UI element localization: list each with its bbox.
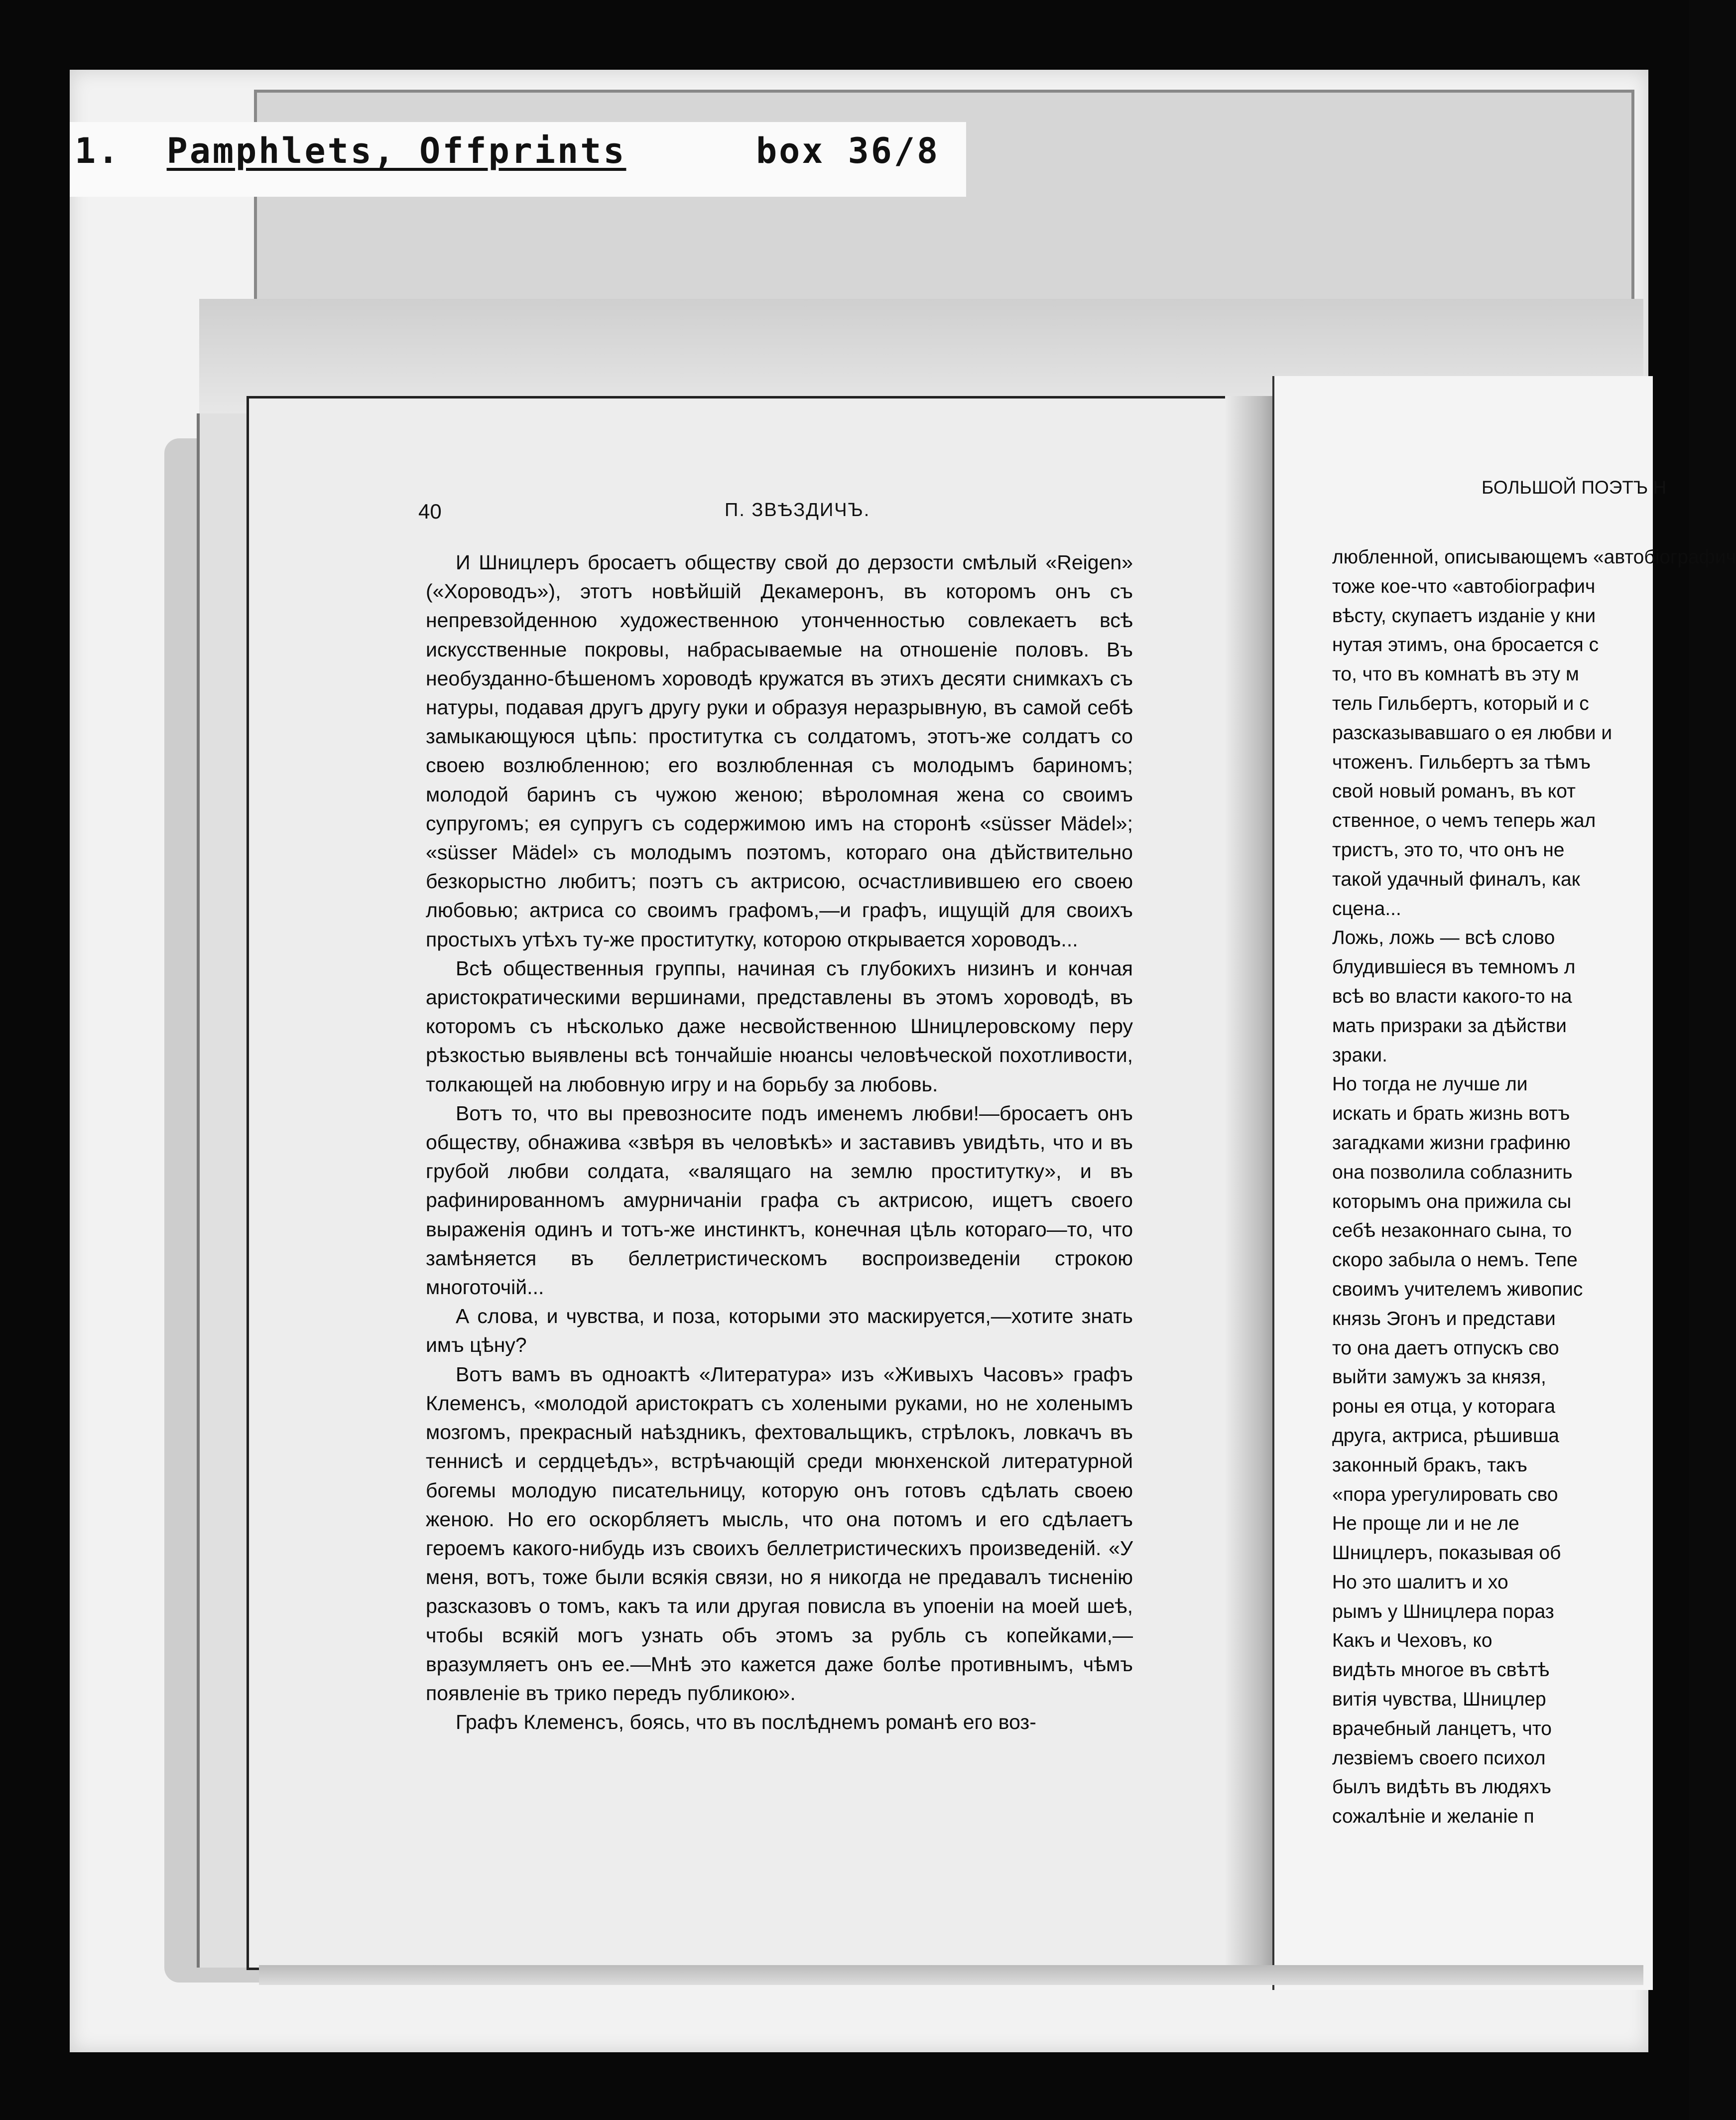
text-line: чтоженъ. Гильбертъ за тѣмъ — [1332, 751, 1591, 773]
text-line: выйти замужъ за князя, — [1332, 1366, 1546, 1388]
paragraph: Вотъ вамъ въ одноактѣ «Литература» изъ «Живыхъ Часовъ» графъ Клеменсъ, «молодой аристократъ съ холеными руками, но не холенымъ мозгомъ, прекрасный наѣздникъ, фехтовальщикъ, стрѣлокъ, ловкачъ въ теннисѣ и сердцеѣдъ», встрѣчающій среди мюнхенской литературной богемы молодую писательницу, которую онъ готовъ сдѣлать своею женою. Но его оскорбляетъ мысль, что она потомъ и его сдѣлаетъ героемъ какого-нибудь изъ своихъ беллетристическихъ произведеній. «У меня, вотъ, тоже были всякія связи, но я никогда не предавалъ тисненію разсказовъ о томъ, какъ та или другая повисла въ упоеніи на моей шеѣ, чтобы всякій могъ узнать объ этомъ за рубль съ копейками,—вразумляетъ онъ ее.—Мнѣ это кажется даже болѣе противнымъ, чѣмъ появленіе въ трико передъ публикою». — [426, 1362, 1133, 1705]
text-line: зраки. — [1332, 1044, 1387, 1066]
text-line: всѣ во власти какого-то на — [1332, 985, 1572, 1007]
text-line: Какъ и Чеховъ, ко — [1332, 1630, 1492, 1652]
paragraph: А слова, и чувства, и поза, которыми это маскируется,—хотите знать имъ цѣну? — [426, 1305, 1133, 1357]
text-line: витія чувства, Шницлер — [1332, 1689, 1546, 1711]
left-page-body — [426, 548, 1133, 1736]
text-line: сожалѣніе и желаніе п — [1332, 1806, 1534, 1828]
text-line: Шницлеръ, показывая об — [1332, 1542, 1561, 1564]
paragraph: Графъ Клеменсъ, боясь, что въ послѣднемъ романѣ его воз- — [456, 1711, 1036, 1734]
text-line: ственное, о чемъ теперь жал — [1332, 810, 1596, 832]
text-line: Но тогда не лучше ли — [1332, 1073, 1528, 1095]
label-title: Pamphlets, Offprints — [166, 131, 626, 171]
text-line: любленной, описывающемъ «автобіографич — [1332, 546, 1736, 568]
right-page-body — [1332, 543, 1736, 1832]
text-line: былъ видѣть въ людяхъ — [1332, 1776, 1552, 1798]
text-line: князь Эгонъ и представи — [1332, 1308, 1556, 1329]
label-number: 1. — [75, 131, 121, 171]
archive-label — [75, 131, 626, 171]
text-line: блудившіеся въ темномъ л — [1332, 956, 1576, 978]
text-line: свой новый романъ, въ кот — [1332, 781, 1576, 802]
running-head-right: БОЛЬШОЙ ПОЭТЪ Н — [1482, 477, 1667, 498]
text-line: друга, актриса, рѣшивша — [1332, 1425, 1559, 1447]
text-line: Не проще ли и не ле — [1332, 1513, 1519, 1535]
text-line: «пора урегулировать сво — [1332, 1483, 1558, 1505]
text-line: сцена... — [1332, 898, 1401, 920]
text-line: мать призраки за дѣйстви — [1332, 1015, 1567, 1037]
text-line: рымъ у Шницлера пораз — [1332, 1600, 1554, 1622]
text-line: своимъ учителемъ живопис — [1332, 1278, 1583, 1300]
running-head-left: П. ЗВѢЗДИЧЪ. — [725, 500, 870, 521]
text-line: то, что въ комнатѣ въ эту м — [1332, 663, 1579, 685]
paragraph: И Шницлеръ бросаетъ обществу свой до дерзости смѣлый «Reigen» («Хороводъ»), этотъ новѣйшій Декамеронъ, въ которомъ онъ съ непревзойденною художественною утонченностью совлекаетъ всѣ искусственные покровы, набрасываемые на отношеніе половъ. Въ необузданно-бѣшеномъ хороводѣ кружатся въ этихъ десяти снимкахъ съ натуры, подавая другъ другу руки и образуя неразрывную, въ самой себѣ замыкающуюся цѣпь: проститутка съ солдатомъ, этотъ-же солдатъ со своею возлюбленною; его возлюбленная съ молодымъ бариномъ; молодой баринъ съ чужою женою; вѣроломная жена со своимъ супругомъ; ея супругъ съ содержимою имъ на сторонѣ «süsser Mädel»; «süsser Mädel» съ молодымъ поэтомъ, котораго она дѣйствительно безкорыстно любитъ; поэтъ съ актрисою, осчастливившею его своею любовью; актриса со своимъ графомъ,—и графъ, ищущій для своихъ простыхъ утѣхъ ту-же проститутку, которою открывается хороводъ... — [426, 551, 1133, 951]
page-number: 40 — [418, 500, 442, 523]
text-line: искать и брать жизнь вотъ — [1332, 1103, 1570, 1125]
text-line: вѣсту, скупаетъ изданіе у кни — [1332, 605, 1596, 627]
paragraph: Вотъ то, что вы превозносите подъ именемъ любви!—бросаетъ онъ обществу, обнажива «звѣря въ человѣкѣ» и заставивъ увидѣть, что и въ грубой любви солдата, «валящаго на землю проститутку», и въ рафинированномъ амурничаніи графа съ актрисою, ищетъ своего выраженія одинъ и тотъ-же инстинктъ, конечная цѣль котораго—то, что замѣняется въ беллетристическомъ воспроизведеніи строкою многоточій... — [426, 1101, 1133, 1299]
text-line: видѣть многое въ свѣтѣ — [1332, 1659, 1550, 1681]
text-line: тристъ, это то, что онъ не — [1332, 839, 1565, 861]
text-line: роны ея отца, у которага — [1332, 1396, 1556, 1418]
text-line: загадками жизни графиню — [1332, 1132, 1571, 1154]
text-line: Но это шалитъ и хо — [1332, 1571, 1508, 1593]
text-line: врачебный ланцетъ, что — [1332, 1718, 1552, 1739]
text-line: тель Гильбертъ, который и с — [1332, 692, 1589, 714]
text-line: лезвіемъ своего психол — [1332, 1747, 1546, 1769]
paragraph: Всѣ общественныя группы, начиная съ глубокихъ низинъ и кончая аристократическими вершинами, представлены въ этомъ хороводѣ, въ которомъ съ нѣсколько даже несвойственною Шницлеровскому перу рѣзкостью выявлены всѣ тончайшіе нюансы человѣческой похотливости, толкающей на любовную игру и на борьбу за любовь. — [426, 956, 1133, 1096]
text-line: которымъ она прижила сы — [1332, 1191, 1572, 1212]
label-box-number: box 36/8 — [756, 131, 940, 171]
text-line: нутая этимъ, она бросается с — [1332, 634, 1599, 656]
text-line: себѣ незаконнаго сына, то — [1332, 1220, 1572, 1242]
text-line: Ложь, ложь — всѣ слово — [1332, 927, 1555, 949]
text-line: разсказывавшаго о ея любви и — [1332, 722, 1612, 744]
text-line: то она даетъ отпускъ сво — [1332, 1337, 1559, 1359]
text-line: она позволила соблазнить — [1332, 1161, 1573, 1183]
text-line: такой удачный финалъ, как — [1332, 868, 1580, 890]
text-line: скоро забыла о немъ. Тепе — [1332, 1249, 1578, 1271]
text-line: законный бракъ, такъ — [1332, 1454, 1527, 1476]
page-bottom-edge — [259, 1965, 1643, 1985]
text-line: тоже кое-что «автобіографич — [1332, 575, 1596, 597]
